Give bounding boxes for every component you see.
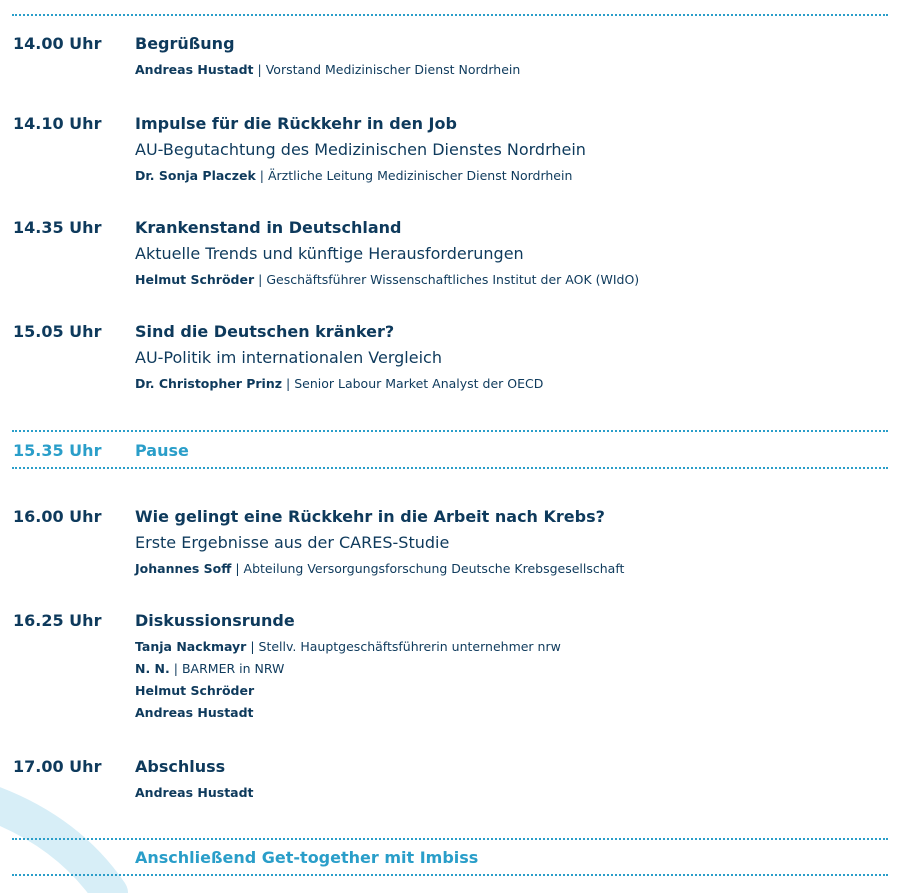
agenda-subtitle: AU-Politik im internationalen Vergleich [135, 348, 442, 367]
agenda-content [135, 507, 885, 577]
separator: | [259, 168, 264, 183]
speaker-line [135, 560, 885, 577]
agenda-content [135, 757, 885, 801]
closing-divider-bottom [12, 874, 888, 876]
speaker-name: Helmut Schröder [135, 272, 255, 287]
agenda-title: Sind die Deutschen kränker? [135, 322, 395, 341]
agenda-time: 17.00 Uhr [13, 757, 102, 776]
agenda-time: 15.05 Uhr [13, 322, 102, 341]
speaker-name: Tanja Nackmayr [135, 639, 247, 654]
agenda-subtitle: Aktuelle Trends und künftige Herausforderungen [135, 244, 524, 263]
speaker-role: BARMER in NRW [181, 661, 285, 676]
speaker-name: Andreas Hustadt [135, 705, 254, 720]
speaker-line [135, 784, 885, 801]
agenda-title: Krankenstand in Deutschland [135, 218, 402, 237]
speaker-line [135, 271, 885, 288]
separator: | [286, 376, 291, 391]
speaker-name: Helmut Schröder [135, 683, 255, 698]
separator: | [173, 661, 178, 676]
agenda-subtitle: AU-Begutachtung des Medizinischen Dienstes Nordrhein [135, 140, 586, 159]
pause-divider-bottom [12, 467, 888, 469]
closing-title: Anschließend Get-together mit Imbiss [135, 848, 479, 867]
speaker-role: Abteilung Versorgungsforschung Deutsche Krebsgesellschaft [243, 561, 625, 576]
speaker-line [135, 638, 885, 655]
closing-content [135, 848, 885, 868]
agenda-content [135, 218, 885, 288]
separator: | [258, 272, 263, 287]
speaker-line [135, 167, 885, 184]
pause-divider-top [12, 430, 888, 432]
agenda-content [135, 441, 885, 461]
agenda-time: 14.00 Uhr [13, 34, 102, 53]
agenda-time: 15.35 Uhr [13, 441, 102, 460]
separator: | [257, 62, 262, 77]
agenda-time: 16.25 Uhr [13, 611, 102, 630]
agenda-content [135, 322, 885, 392]
separator: | [250, 639, 255, 654]
speaker-line [135, 61, 885, 78]
speaker-line [135, 704, 885, 721]
closing-divider-top [12, 838, 888, 840]
agenda-time: 14.35 Uhr [13, 218, 102, 237]
separator: | [235, 561, 240, 576]
speaker-name: Andreas Hustadt [135, 62, 254, 77]
speaker-role: Senior Labour Market Analyst der OECD [294, 376, 544, 391]
agenda-subtitle: Erste Ergebnisse aus der CARES-Studie [135, 533, 450, 552]
agenda-time: 16.00 Uhr [13, 507, 102, 526]
agenda-title: Wie gelingt eine Rückkehr in die Arbeit nach Krebs? [135, 507, 605, 526]
speaker-line [135, 682, 885, 699]
agenda-title: Begrüßung [135, 34, 235, 53]
agenda-title: Diskussionsrunde [135, 611, 295, 630]
speaker-role: Stellv. Hauptgeschäftsführerin unternehmer nrw [258, 639, 561, 654]
speaker-line [135, 375, 885, 392]
speaker-role: Geschäftsführer Wissenschaftliches Institut der AOK (WIdO) [266, 272, 640, 287]
speaker-name: Dr. Christopher Prinz [135, 376, 283, 391]
speaker-line [135, 660, 885, 677]
agenda-title: Impulse für die Rückkehr in den Job [135, 114, 457, 133]
agenda-title: Abschluss [135, 757, 226, 776]
agenda-title: Pause [135, 441, 189, 460]
agenda-content [135, 611, 885, 721]
speaker-role: Vorstand Medizinischer Dienst Nordrhein [265, 62, 521, 77]
agenda-content [135, 114, 885, 184]
speaker-name: Dr. Sonja Placzek [135, 168, 256, 183]
top-dotted-divider [12, 14, 888, 16]
agenda-content [135, 34, 885, 78]
agenda-time: 14.10 Uhr [13, 114, 102, 133]
speaker-role: Ärztliche Leitung Medizinischer Dienst Nordrhein [267, 168, 573, 183]
speaker-name: Johannes Soff [135, 561, 232, 576]
speaker-name: Andreas Hustadt [135, 785, 254, 800]
speaker-name: N. N. [135, 661, 170, 676]
